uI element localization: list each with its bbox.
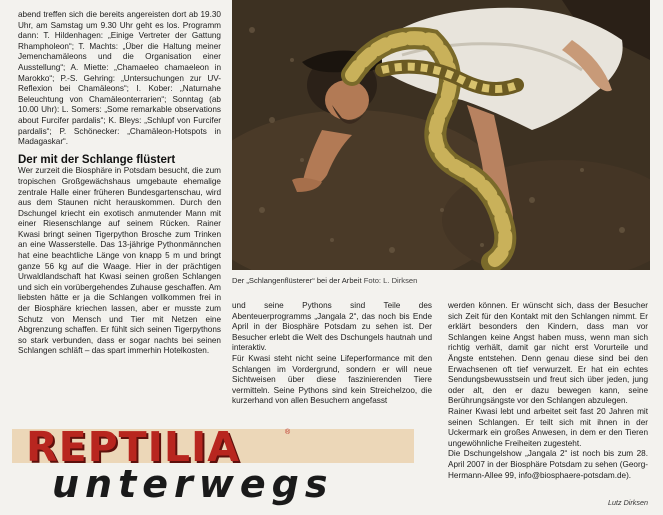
registered-mark: ® bbox=[285, 429, 291, 436]
photo-caption bbox=[232, 276, 417, 285]
article-heading: Der mit der Schlange flüstert bbox=[18, 153, 176, 166]
logo-reptilia-text: REPTILIA bbox=[26, 423, 240, 471]
reptilia-unterwegs-logo bbox=[12, 423, 414, 515]
article-paragraph-4: werden können. Er wünscht sich, dass der Besucher sich Zeit für den Kontakt mit den Schlangen nimmt. Er erklärt besonders den Kindern, dass man vor Schlangen keine Angst haben muss, wenn man sich richtig verhält, damit gar nicht erst Vorurteile und Ängste entstehen. Denn genau diese sind bei den Erwachsenen oft tief verwurzelt. Er hat ein echtes Sendungsbewusstsein und freut sich über jeden, jung oder alt, den er dazu bewegen kann, seine Berührungsängste vor den Schlangen abzulegen. bbox=[448, 301, 648, 406]
article-paragraph-5: Rainer Kwasi lebt und arbeitet seit fast 20 Jahren mit seinen Schlangen. Er teilt sich mit ihnen in der Uckermark ein großes Anwesen, in dem er den Tieren ungewöhnliche Freiheiten zugesteht. bbox=[448, 406, 648, 448]
article-paragraph-3: Für Kwasi steht nicht seine Lifeperformance mit den Schlangen im Vordergrund, sondern er will neue Sichtweisen über diese faszinierenden Tiere vermitteln. Seine Pythons sind kein Streichelzoo, die kurzerhand von allen Besuchern angefasst bbox=[232, 353, 432, 406]
intro-paragraph: abend treffen sich die bereits angereisten dort ab 19.30 Uhr, am Samstag um 9.30 Uhr geht es los. Programm dann: T. Hildenhagen: „Einige Vertreter der Gattung Rhampholeon“; T. Machts: „Über die Haltung meiner Jemenchamäleons und die Organisation einer Ausstellung“; A. Miette: „Chamaeleo chamaeleon in Marokko“; P.-S. Gehring: „Untersuchungen zur UV-Reflexion bei Chamäleons“; I. Kober: „Naturnahe Beleuchtung von Chamäleonterrarien“; Sonntag (ab 10.00 Uhr): L. Somers: „Some remarkable observations about Furcifer pardalis“; K. Bleys: „Schlupf von Furcifer pardalis“; P. Schönecker: „Chamäleon-Hotspots in Madagaskar“. bbox=[18, 10, 221, 147]
logo-unterwegs-text: unterwegs bbox=[52, 462, 334, 506]
snake-handler-illustration bbox=[232, 0, 650, 270]
left-column bbox=[18, 10, 221, 357]
article-paragraph-1: Wer zurzeit die Biosphäre in Potsdam besucht, die zum tropischen Großgewächshaus umgebaute ehemalige zentrale Halle einer früheren Bundesgartenschau, wird aus dem Staunen nicht herauskommen. Durch den Dschungel kriecht ein exotisch anmutender Mann mit einer Riesenschlange auf seinem Rücken. Rainer Kwasi bringt seinen Tigerpython Brosche zum Trinken an eine Wasserstelle. Das 13-jährige Pythonmännchen hat eine beachtliche Länge von knapp 5 m und bringt ganze 56 kg auf die Waage. Hier in der prächtigen Urwaldlandschaft hat Kwasi seinen großen Schlangen und sich ein vorübergehendes Zuhause geschaffen. Am liebsten hätte er ja die Schlangen vollkommen frei in der Biosphäre kriechen lassen, aber er musste zum Schutz von Mensch und Tier mit Netzen eine Abgrenzung schaffen. Er fühlt sich seinen Tigerpythons so stark verbunden, dass er sogar nachts bei seinen Schlangen schläft – das spart immerhin Hotelkosten. bbox=[18, 166, 221, 356]
author-signature: Lutz Dirksen bbox=[608, 498, 648, 507]
caption-text: Der „Schlangenflüsterer“ bei der Arbeit bbox=[232, 276, 362, 285]
photo-credit: Foto: L. Dirksen bbox=[363, 276, 418, 285]
article-photo bbox=[232, 0, 650, 270]
article-paragraph-6: Die Dschungelshow „Jangala 2“ ist noch bis zum 28. April 2007 in der Biosphäre Potsdam zu sehen (Georg-Hermann-Allee 99, info@biosphaere-potsdam.de). bbox=[448, 449, 648, 480]
article-paragraph-2: und seine Pythons sind Teile des Abenteuerprogramms „Jangala 2“, das noch bis Ende April in der Biosphäre Potsdam zu sehen ist. Der Besucher erlebt die Welt des Dschungels hautnah und interaktiv. bbox=[232, 301, 432, 353]
right-column bbox=[448, 301, 648, 481]
middle-column bbox=[232, 301, 432, 407]
